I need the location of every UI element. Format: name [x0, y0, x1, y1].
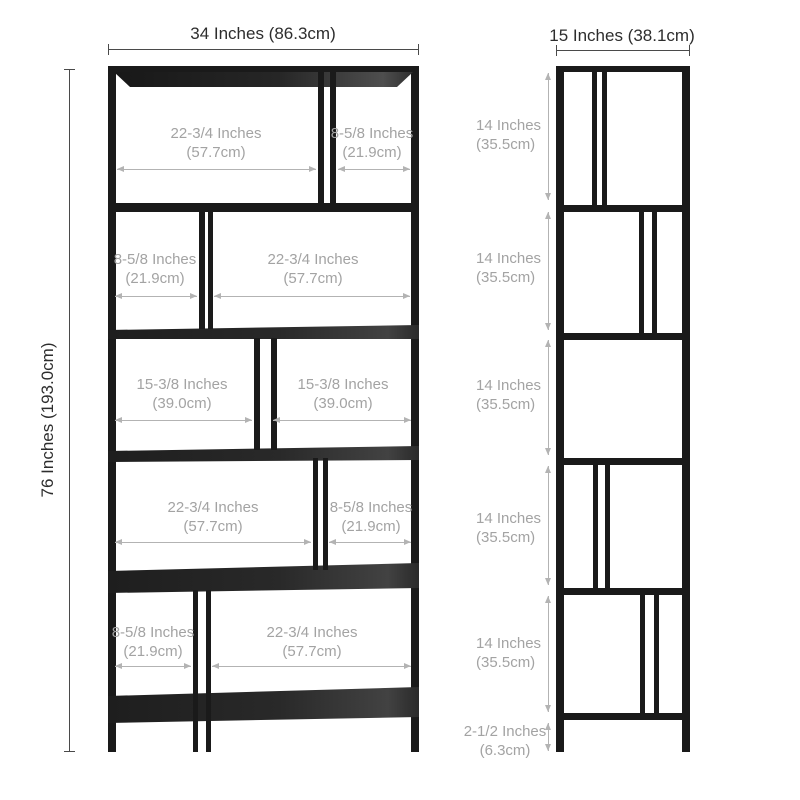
side-bar-s5-a: [640, 588, 645, 720]
front-s3-left-dim-label: [97, 375, 267, 413]
dim-line2: (57.7cm): [283, 270, 343, 287]
front-width-dimension-line: [108, 49, 419, 50]
front-bottom-shelf: [108, 687, 419, 723]
dim-line1: 15-3/8 Inches: [297, 376, 389, 393]
side-s4-dim-label: [476, 509, 556, 547]
front-top-rail: [108, 66, 419, 72]
dim-line2: (6.3cm): [479, 742, 531, 759]
side-bar-s2-b: [652, 205, 657, 340]
side-leg-dim-label: [455, 722, 555, 760]
front-s1-left-dim-label: [131, 124, 301, 162]
front-height-dimension-label: 76 Inches (193.0cm): [38, 342, 57, 498]
front-s2-right-arrow: [214, 296, 410, 297]
dim-line2: (21.9cm): [341, 518, 401, 535]
front-divider-s5-a: [193, 590, 198, 752]
front-divider-s5-b: [206, 590, 211, 752]
dim-line1: 14 Inches: [476, 510, 542, 527]
front-shelf-2: [108, 325, 419, 339]
side-bottom-rail: [556, 713, 690, 720]
dim-line2: (57.7cm): [183, 518, 243, 535]
front-s4-left-arrow: [115, 542, 311, 543]
front-s5-left-arrow: [115, 666, 191, 667]
dim-line1: 8-5/8 Inches: [111, 624, 195, 641]
dim-line1: 22-3/4 Inches: [266, 624, 358, 641]
dim-line1: 8-5/8 Inches: [113, 251, 197, 268]
dim-line2: (35.5cm): [476, 529, 536, 546]
dim-line1: 22-3/4 Inches: [167, 499, 259, 516]
side-s2-dim-label: [476, 249, 556, 287]
dim-line2: (35.5cm): [476, 654, 536, 671]
side-right-rail: [682, 66, 690, 752]
dim-line1: 8-5/8 Inches: [330, 125, 414, 142]
side-rail-3: [556, 333, 690, 340]
front-s4-right-dim-label: [286, 498, 456, 536]
side-bar-s1-b: [602, 66, 607, 212]
front-s3-left-arrow: [115, 420, 252, 421]
side-rail-4: [556, 458, 690, 465]
side-s5-dim-label: [476, 634, 556, 672]
dim-line2: (39.0cm): [152, 395, 212, 412]
side-left-rail: [556, 66, 564, 752]
dim-line1: 2-1/2 Inches: [463, 723, 547, 740]
dim-line2: (35.5cm): [476, 396, 536, 413]
front-s5-right-dim-label: [227, 623, 397, 661]
front-s2-left-dim-label: [70, 250, 240, 288]
side-bar-s1-a: [592, 66, 597, 212]
dim-line2: (21.9cm): [125, 270, 185, 287]
front-shelf-3: [108, 446, 419, 462]
side-s1-dim-label: [476, 116, 556, 154]
front-s5-left-dim-label: [68, 623, 238, 661]
dim-line1: 14 Inches: [476, 635, 542, 652]
dim-line1: 14 Inches: [476, 117, 542, 134]
side-rail-2: [556, 205, 690, 212]
front-top-surface: [114, 72, 413, 87]
side-s4-arrow: [548, 466, 549, 585]
dim-line1: 8-5/8 Inches: [329, 499, 413, 516]
side-bar-s4-b: [605, 458, 610, 595]
dim-line2: (21.9cm): [123, 643, 183, 660]
front-s1-right-dim-label: [287, 124, 457, 162]
dim-line2: (57.7cm): [282, 643, 342, 660]
dim-line2: (39.0cm): [313, 395, 373, 412]
side-s5-arrow: [548, 596, 549, 712]
front-s4-left-dim-label: [128, 498, 298, 536]
side-bar-s4-a: [593, 458, 598, 595]
front-s2-left-arrow: [115, 296, 197, 297]
front-shelf-1: [108, 203, 419, 212]
side-leg-arrow: [548, 723, 549, 751]
side-s3-arrow: [548, 340, 549, 455]
side-depth-dimension-line: [556, 50, 690, 51]
side-s2-arrow: [548, 212, 549, 330]
front-s1-left-arrow: [117, 169, 316, 170]
dim-line2: (35.5cm): [476, 136, 536, 153]
front-s3-right-dim-label: [258, 375, 428, 413]
dim-line1: 22-3/4 Inches: [170, 125, 262, 142]
side-s1-arrow: [548, 73, 549, 200]
front-s2-right-dim-label: [228, 250, 398, 288]
dim-line2: (21.9cm): [342, 144, 402, 161]
side-s3-dim-label: [476, 376, 556, 414]
side-bar-s2-a: [639, 205, 644, 340]
dim-line1: 14 Inches: [476, 377, 542, 394]
side-rail-5: [556, 588, 690, 595]
dim-line1: 22-3/4 Inches: [267, 251, 359, 268]
front-s1-right-arrow: [338, 169, 410, 170]
side-depth-dimension-label: 15 Inches (38.1cm): [549, 26, 695, 45]
dim-line2: (57.7cm): [186, 144, 246, 161]
dim-line2: (35.5cm): [476, 269, 536, 286]
side-top-rail: [556, 66, 690, 72]
side-bar-s5-b: [654, 588, 659, 720]
front-s3-right-arrow: [273, 420, 411, 421]
front-s4-right-arrow: [329, 542, 411, 543]
front-shelf-4: [108, 563, 419, 593]
dim-line1: 15-3/8 Inches: [136, 376, 228, 393]
front-width-dimension-label: 34 Inches (86.3cm): [190, 24, 336, 43]
front-s5-right-arrow: [212, 666, 411, 667]
dim-line1: 14 Inches: [476, 250, 542, 267]
